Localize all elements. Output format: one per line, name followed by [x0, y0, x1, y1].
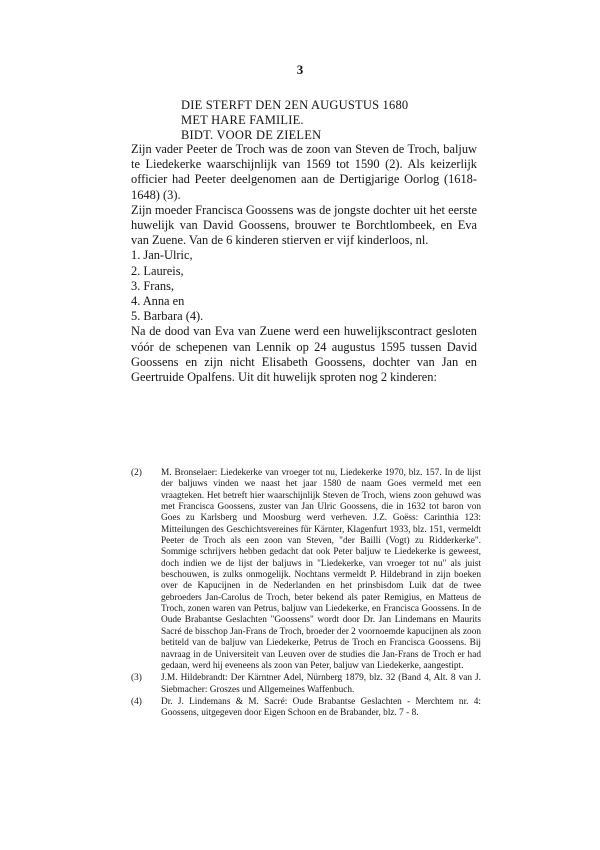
- epitaph-heading: [181, 98, 481, 143]
- list-item: 1. Jan-Ulric,: [131, 248, 193, 263]
- footnote-number: (4): [131, 696, 142, 707]
- list-item: 4. Anna en: [131, 294, 185, 309]
- list-item: 5. Barbara (4).: [131, 309, 204, 324]
- footnote: [131, 697, 481, 720]
- footnote-number: (3): [131, 673, 142, 684]
- body-text: [131, 142, 477, 385]
- footnote: [131, 468, 481, 672]
- footnote-text: M. Bronselaer: Liedekerke van vroeger tot nu, Liedekerke 1970, blz. 157. In de lijst der baljuws vinden we naast het jaar 1580 de naam Goes vermeld met een vraagteken. Het betreft hier waarschijnlijk Steven de Troch, wiens zoon gehuwd was met Francisca Goossens, zuster van Jan Ulric Goossens, die in 1632 tot baron von Goes zu Karlsberg und Moosburg werd verheven. J.Z. Goëss: Carinthia 123: Mitteilungen des Geschichtsvereines für Kärnter, Klagenfurt 1933, blz. 151, vermeldt Peeter de Troch als een zoon van Steven, "der Bailli (Vogt) zu Ridderkerke". Sommige schrijvers hebben gedacht dat ook Peter baljuw te Liedekerke is geweest, doch indien we de lijst der baljuws in "Liedekerke, van vroeger tot nu" als juist beschouwen, is zulks onmogelijk. Nochtans vermeldt P. Hildebrand in zijn boeken over de Kapucijnen in de Nederlanden en het prinsbisdom Luik dat de twee gebroeders Jan-Carolus de Troch, beter bekend als pater Remigius, en Matteus de Troch, zonen waren van Petrus, baljuw van Liedekerke, en Francisca Goossens. In de Oude Brabantse Geslachten "Goossens" wordt door Dr. Jan Lindemans en Maurits Sacré de bisschop Jan-Frans de Troch, broeder der 2 voornoemde kapucijnen als zoon betiteld van de baljuw van Liedekerke, Petrus de Troch en Francisca Goossens. Bij navraag in de Universiteit van Leuven over de studies die Jan-Frans de Troch er had gedaan, werd hij eveneens als zoon van Peter, baljuw van Liedekerke, aangestipt.: [161, 468, 481, 671]
- paragraph-mother: Zijn moeder Francisca Goossens was de jongste dochter uit het eerste huwelijk van David Goossens, brouwer te Borchtlombeek, en Eva van Zuene. Van de 6 kinderen stierven er vijf kinderloos, nl.: [131, 202, 477, 248]
- heading-line: DIE STERFT DEN 2EN AUGUSTUS 1680: [181, 98, 409, 112]
- heading-line: MET HARE FAMILIE.: [181, 113, 304, 127]
- footnote-number: (2): [131, 468, 142, 478]
- footnotes: [131, 468, 481, 721]
- heading-line: BIDT. VOOR DE ZIELEN: [181, 128, 322, 142]
- page-number: 3: [296, 62, 304, 77]
- footnote: [131, 673, 481, 696]
- footnote-text: Dr. J. Lindemans & M. Sacré: Oude Brabantse Geslachten - Merchtem nr. 4: Goossens, uitgegeven door Eigen Schoon en de Brabander, blz. 7 - 8.: [161, 696, 481, 719]
- footnote-text: J.M. Hildebrandt: Der Kärntner Adel, Nürnberg 1879, blz. 32 (Band 4, Alt. 8 van J. Siebmacher: Groszes und Allgemeines Waffenbuch.: [161, 673, 481, 695]
- children-list: [131, 248, 477, 324]
- list-item: 2. Laureis,: [131, 263, 184, 278]
- list-item: 3. Frans,: [131, 278, 175, 293]
- paragraph-marriage-contract: Na de dood van Eva van Zuene werd een huwelijkscontract gesloten vóór de schepenen van Lennik op 24 augustus 1595 tussen David Goossens en zijn nicht Elisabeth Goossens, dochter van Jan en Geertruide Opalfens. Uit dit huwelijk sproten nog 2 kinderen:: [131, 324, 477, 385]
- paragraph-father: Zijn vader Peeter de Troch was de zoon van Steven de Troch, baljuw te Liedekerke waarschijnlijk van 1569 tot 1590 (2). Als keizerlijk officier had Peeter deelgenomen aan de Dertigjarige Oorlog (1618-1648) (3).: [131, 142, 477, 202]
